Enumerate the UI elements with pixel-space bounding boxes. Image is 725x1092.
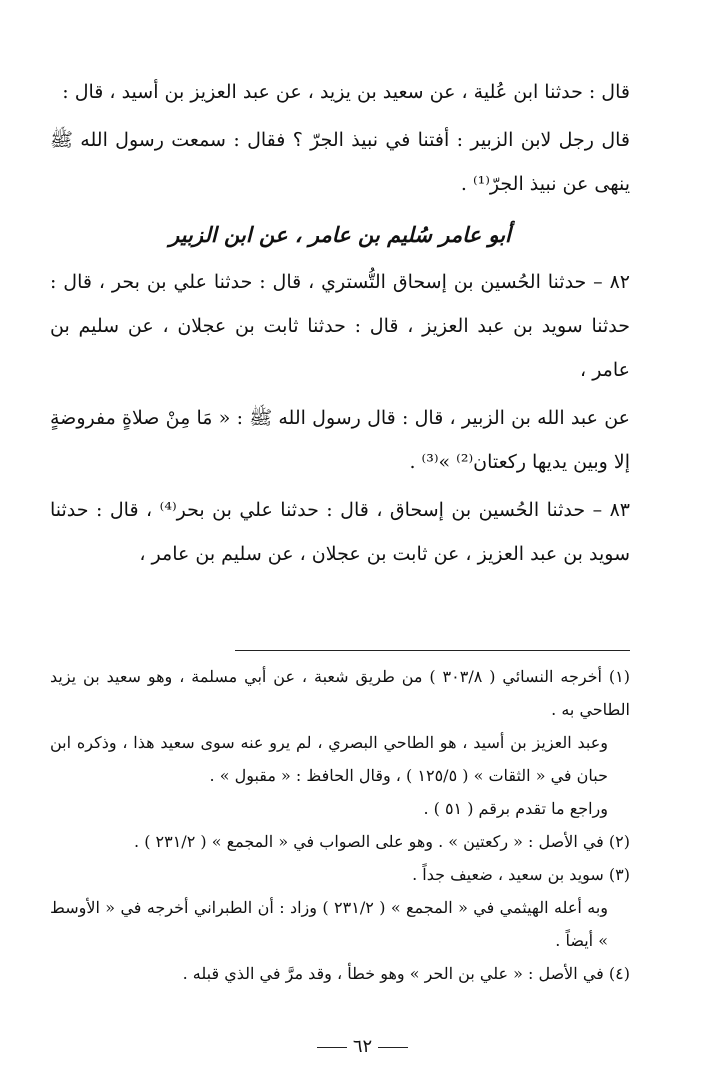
paragraph-hadith-nabidh: قال رجل لابن الزبير : أفتنا في نبيذ الجرّ ؟ فقال : سمعت رسول الله ﷺ ينهى عن نبيذ الجرّ⁽¹⁾ . <box>50 129 630 195</box>
page-number-dash-left <box>317 1047 347 1048</box>
footnotes-divider <box>235 650 630 651</box>
section-heading: أبو عامر سُليم بن عامر ، عن ابن الزبير <box>169 222 511 247</box>
footnote-1-continued: وعبد العزيز بن أسيد ، هو الطاحي البصري ، لم يرو عنه سوى سعيد هذا ، وذكره ابن حبان في « الثقات » ( ١٢٥/٥ ) ، وقال الحافظ : « مقبول » . <box>50 733 608 785</box>
footnote-4: (٤) في الأصل : « علي بن الحر » وهو خطأ ، وقد مرَّ في الذي قبله . <box>182 964 630 983</box>
footnote-3: (٣) سويد بن سعيد ، ضعيف جداً . <box>412 865 630 884</box>
page-number-value: ٦٢ <box>352 1036 373 1057</box>
paragraph-hadith-82-text: عن عبد الله بن الزبير ، قال : قال رسول الله ﷺ : « مَا مِنْ صلاةٍ مفروضةٍ إلا وبين يديها ركعتان⁽²⁾ »⁽³⁾ . <box>50 407 630 473</box>
page-number-dash-right <box>378 1047 408 1048</box>
footnote-3-continued: وبه أعله الهيثمي في « المجمع » ( ٢٣١/٢ ) وزاد : أن الطبراني أخرجه في « الأوسط » أيضاً . <box>50 898 609 950</box>
page-content <box>50 70 630 1072</box>
paragraph-intro: قال : حدثنا ابن عُلية ، عن سعيد بن يزيد ، عن عبد العزيز بن أسيد ، قال : <box>62 81 630 103</box>
paragraph-hadith-83: ٨٣ – حدثنا الحُسين بن إسحاق ، قال : حدثنا علي بن بحر⁽⁴⁾ ، قال : حدثنا سويد بن عبد العزيز ، عن ثابت بن عجلان ، عن سليم بن عامر ، <box>50 499 630 565</box>
footnote-1: (١) أخرجه النسائي ( ٣٠٣/٨ ) من طريق شعبة ، عن أبي مسلمة ، وهو سعيد بن يزيد الطاحي به . <box>50 667 631 719</box>
paragraph-hadith-82-chain: ٨٢ – حدثنا الحُسين بن إسحاق التُّستري ، قال : حدثنا علي بن بحر ، قال : حدثنا سويد بن عبد العزيز ، قال : حدثنا ثابت بن عجلان ، عن سليم بن عامر ، <box>50 271 630 381</box>
footnotes <box>50 660 630 990</box>
page-number <box>0 1036 725 1057</box>
footnote-1-reference: وراجع ما تقدم برقم ( ٥١ ) . <box>423 799 608 818</box>
footnote-2: (٢) في الأصل : « ركعتين » . وهو على الصواب في « المجمع » ( ٢٣١/٢ ) . <box>134 832 630 851</box>
